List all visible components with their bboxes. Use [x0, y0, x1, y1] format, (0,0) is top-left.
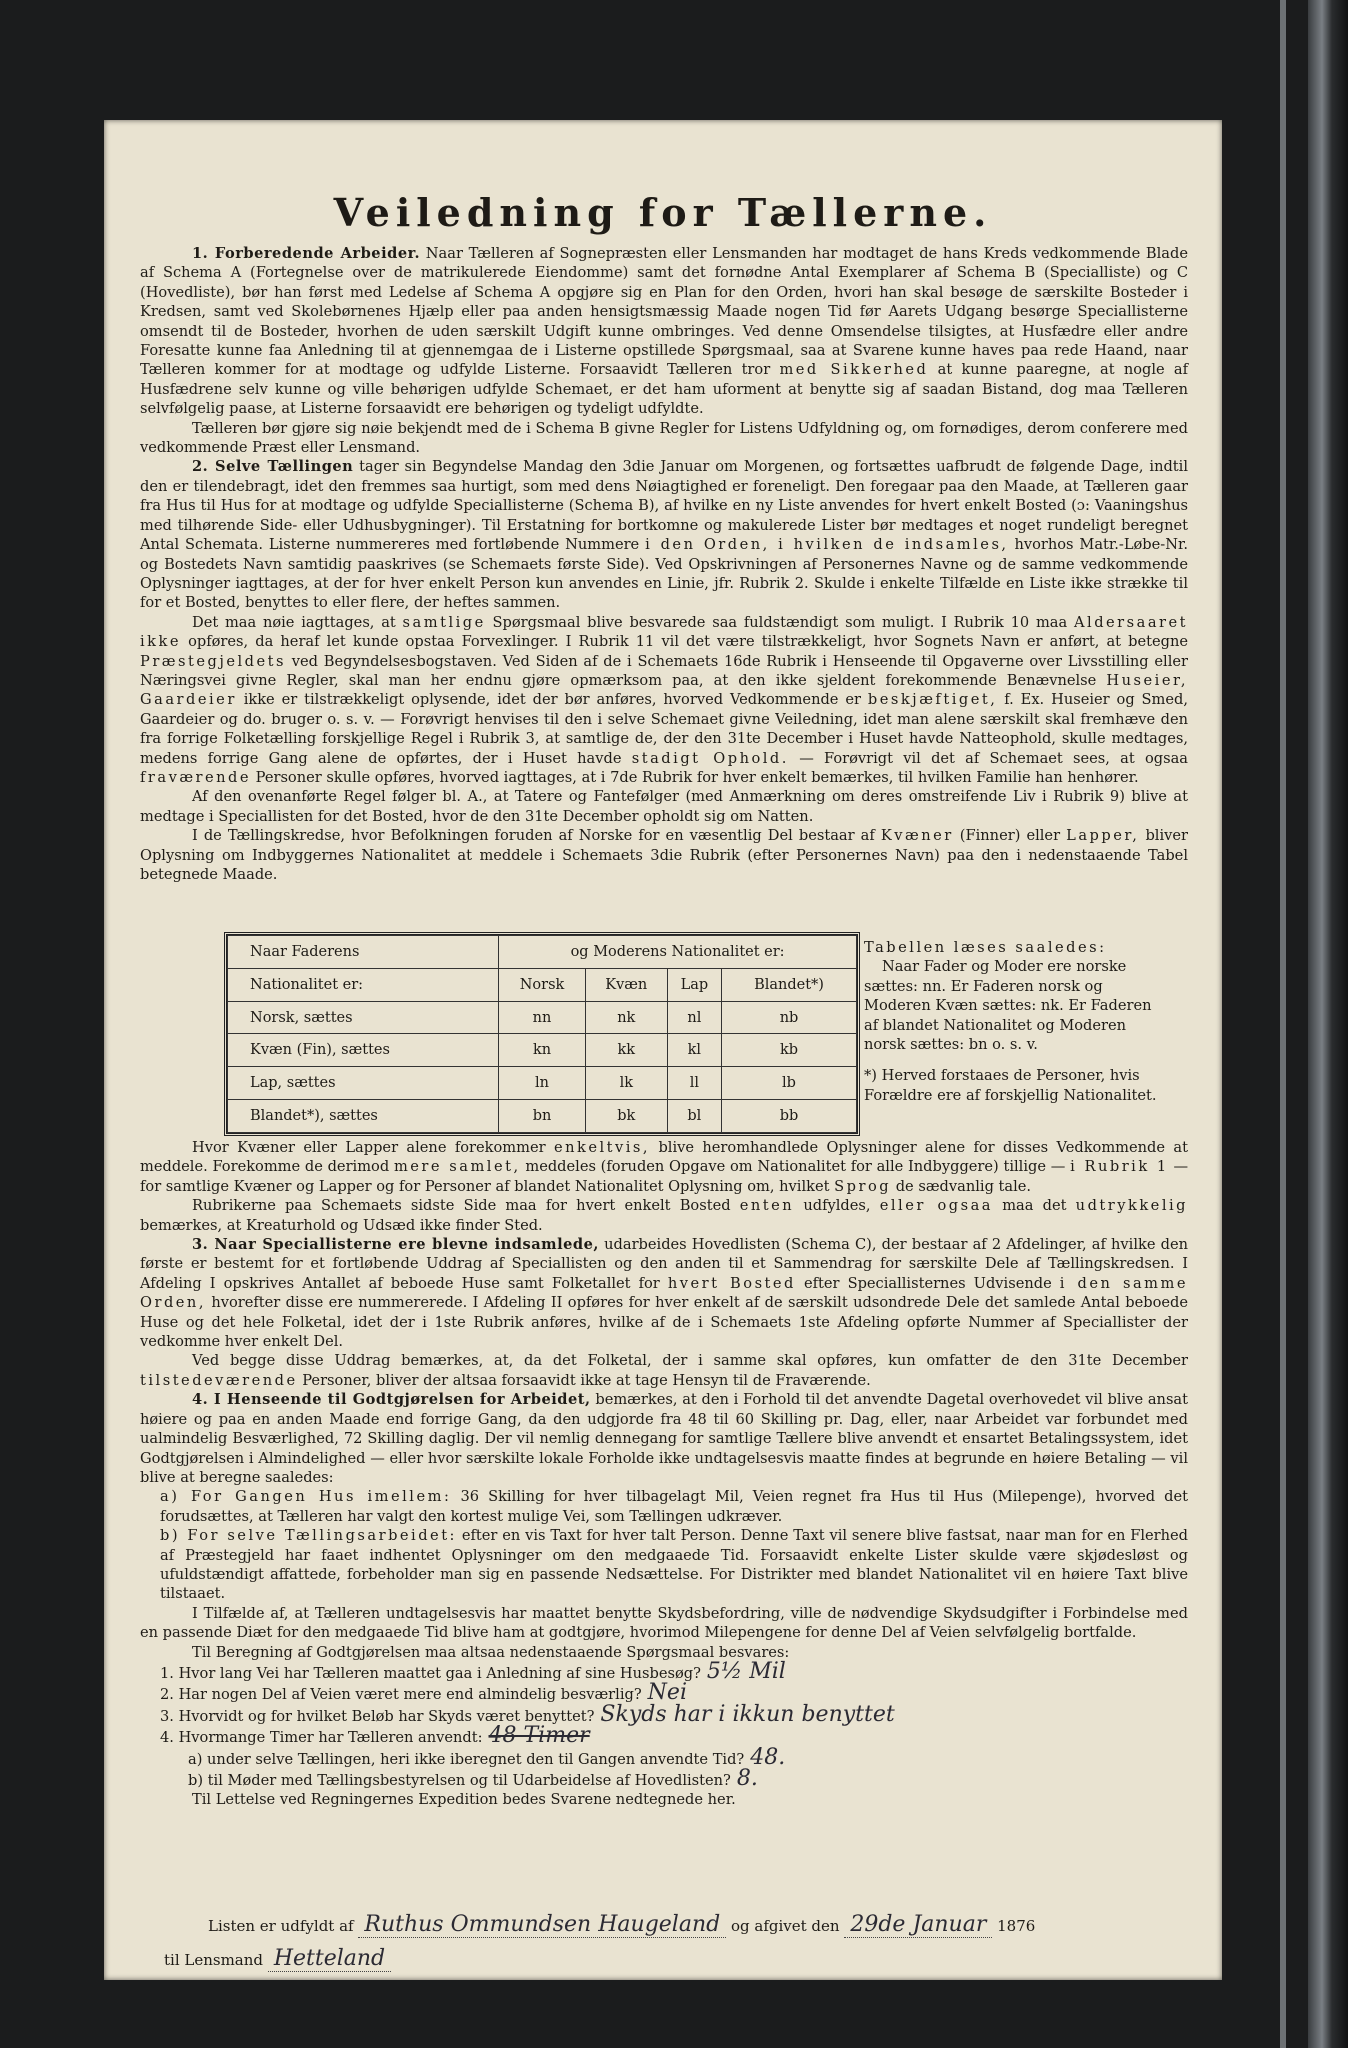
table-col-header: Norsk: [499, 968, 586, 1001]
question-4a: a) under selve Tællingen, heri ikke iberegnet den til Gangen anvendte Tid? 48.: [140, 1748, 1188, 1769]
table-col-header: Kvæn: [585, 968, 667, 1001]
table-header-mother: og Moderens Nationalitet er:: [499, 936, 857, 969]
filled-by-name: Ruthus Ommundsen Haugeland: [364, 1912, 721, 1937]
section-2-paragraph-6: Rubrikerne paa Schemaets sidste Side maa for hvert enkelt Bosted enten udfyldes, eller ogsaa maa det udtrykkelig bemærkes, at Kreaturhold og Udsæd ikke finder Sted.: [140, 1197, 1188, 1234]
page-title: Veiledning for Tællerne.: [333, 190, 993, 235]
question-2: 2. Har nogen Del af Veien været mere end almindelig besværlig? Nei: [140, 1683, 1188, 1704]
delivered-date: 29de Januar: [850, 1912, 987, 1937]
table-row: Norsk, sættes nn nk nl nb: [228, 1001, 857, 1034]
section-2-paragraph-5: Hvor Kvæner eller Lapper alene forekommer enkeltvis, blive heromhandlede Oplysninger alene for disses Vedkommende at meddele. Forekomme de derimod mere samlet, meddeles (foruden Opgave om Nationalitet for alle Indbyggere) tillige — i Rubrik 1 — for samtlige Kvæner og Lapper og for Personer af blandet Nationalitet Oplysning om, hvilket Sprog de sædvanlig tale.: [140, 1139, 1189, 1195]
filled-by-line: Listen er udfyldt af Ruthus Ommundsen Haugeland og afgivet den 29de Januar 1876: [208, 1912, 1036, 1937]
table-col-header: Lap: [667, 968, 721, 1001]
table-row: Lap, sættes ln lk ll lb: [228, 1067, 857, 1100]
table-header-father-sub: Nationalitet er:: [228, 968, 499, 1001]
closing-line: Til Lettelse ved Regningernes Expedition bedes Svarene nedtegnede her.: [192, 1791, 736, 1809]
answer-4a: 48.: [750, 1744, 786, 1770]
table-row: Blandet*), sættes bn bk bl bb: [228, 1100, 857, 1133]
section-4-paragraph-1: 4. I Henseende til Godtgjørelsen for Arbeidet, bemærkes, at den i Forhold til det anvendte Dagetal overhovedet vil blive ansat høiere og paa en anden Maade end forrige Gang, da den udgjorde fra 48 til 60 Skilling pr. Dag, eller, naar Arbeidet var forbundet med ualmindelig Besværlighed, 72 Skilling daglig. Der vil nemlig dennegang for samtlige Tællere blive anvendt et ensartet Betalingssystem, idet Godtgjørelsen i Almindelighed — eller hvor særskilte lokale Forholde ikke undtagelsesvis maatte findes at begrunde en høiere Betaling — vil blive at beregne saaledes:: [140, 1391, 1188, 1486]
answer-4: 48 Timer: [488, 1723, 590, 1749]
table-note-footnote: *) Herved forstaaes de Personer, hvis Forældre ere af forskjellig Nationalitet.: [864, 1067, 1157, 1104]
section-4-item-b: b) For selve Tællingsarbeidet: efter en vis Taxt for hver talt Person. Denne Taxt vil senere blive fastsat, naar man for en Flerhed af Præstegjeld har faaet indhentet Oplysninger om den medgaaede Tid. Forsaavidt enkelte Lister skulde være skjødesløst og ufuldstændigt affattede, forbeholder man sig en passende Nedsættelse. For Distrikter med blandet Nationalitet vil en høiere Taxt blive tilstaaet.: [160, 1527, 1188, 1603]
table-col-header: Blandet*): [722, 968, 857, 1001]
scanner-edge: [1308, 0, 1348, 2048]
section-2-paragraph-1: 2. Selve Tællingen tager sin Begyndelse Mandag den 3die Januar om Morgenen, og fortsættes uafbrudt de følgende Dage, indtil den er tilendebragt, idet den fremmes saa hurtigt, som med dens Nøiagtighed er foreneligt. Den foregaar paa den Maade, at Tælleren gaar fra Hus til Hus for at modtage og udfylde Speciallisterne (Schema B), af hvilke en ny Liste anvendes for hvert enkelt Bosted (ɔ: Vaaningshus med tilhørende Side- eller Udhusbygninger). Til Erstatning for bortkomne og makulerede Lister bør medtages et noget rundeligt beregnet Antal Schemata. Listerne nummereres med fortløbende Nummere i den Orden, i hvilken de indsamles, hvorhos Matr.-Løbe-Nr. og Bostedets Navn samtidig paaskrives (se Schemaets første Side). Ved Opskrivningen af Personernes Navne og de samme vedkommende Oplysninger iagttages, at der for hver enkelt Person kun anvendes en Linie, jfr. Rubrik 2. Skulde i enkelte Tilfælde en Liste ikke strække til for et Bosted, benyttes to eller flere, der heftes sammen.: [140, 458, 1189, 612]
section-4-paragraph-3: Til Beregning af Godtgjørelsen maa altsaa nedenstaaende Spørgsmaal besvares:: [192, 1643, 790, 1661]
section-2-paragraph-4: I de Tællingskredse, hvor Befolkningen foruden af Norske for en væsentlig Del bestaar af Kvæner (Finner) eller Lapper, bliver Oplysning om Indbyggernes Nationalitet at meddele i Schemaets 3die Rubrik (efter Personernes Navn) paa den i nedenstaaende Tabel betegnede Maade.: [140, 827, 1188, 883]
lensmand-line: til Lensmand Hetteland: [164, 1946, 391, 1972]
lensmand-name: Hetteland: [273, 1946, 386, 1971]
body-part-1: [140, 244, 1188, 884]
table-explanation: [864, 938, 1164, 1105]
answer-1: 5½ Mil: [706, 1658, 786, 1684]
question-1: 1. Hvor lang Vei har Tælleren maattet gaa i Anledning af sine Husbesøg? 5½ Mil: [140, 1662, 1188, 1683]
footer-year: 1876: [997, 1917, 1036, 1935]
section-2-paragraph-3: Af den ovenanførte Regel følger bl. A., at Tatere og Fantefølger (med Anmærkning om deres omstreifende Liv i Rubrik 9) blive at medtage i Speciallisten for det Bosted, hvor de den 31te December opholdt sig om Natten.: [140, 788, 1188, 825]
question-4: 4. Hvormange Timer har Tælleren anvendt: 48 Timer: [140, 1726, 1188, 1747]
section-2-paragraph-2: Det maa nøie iagttages, at samtlige Spørgsmaal blive besvarede saa fuldstændigt som muligt. I Rubrik 10 maa Aldersaaret ikke opføres, da heraf let kunde opstaa Forvexlinger. I Rubrik 11 vil det være tilstrækkeligt, hvor Sognets Navn er anført, at betegne Præstegjeldets ved Begyndelsesbogstaven. Ved Siden af de i Schemaets 16de Rubrik i Henseende til Opgaverne over Livsstilling eller Næringsvei givne Regler, skal man her endnu gjøre opmærksom paa, at den ikke sjeldent forekommende Benævnelse Huseier, Gaardeier ikke er tilstrækkeligt oplysende, idet der bør anføres, hvorved Vedkommende er beskjæftiget, f. Ex. Huseier og Smed, Gaardeier og do. bruger o. s. v. — Forøvrigt henvises til den i selve Schemaet givne Veiledning, idet man alene særskilt skal fremhæve den fra forrige Folketælling forskjellige Regel i Rubrik 3, at samtlige de, der den 31te December i Huset havde Natteophold, skulle medtages, medens forrige Gang alene de opførtes, der i Huset havde stadigt Ophold. — Forøvrigt vil det af Schemaet sees, at ogsaa fraværende Personer skulle opføres, hvorved iagttages, at i 7de Rubrik for hver enkelt bemærkes, til hvilken Familie han henhører.: [140, 613, 1189, 786]
body-part-2: [140, 1138, 1188, 1810]
table-note-heading: Tabellen læses saaledes:: [864, 939, 1107, 956]
answer-4b: 8.: [736, 1766, 758, 1791]
section-3-paragraph-1: 3. Naar Speciallisterne ere blevne indsamlede, udarbeides Hovedlisten (Schema C), der bestaar af 2 Afdelinger, af hvilke den første er bestemt for et fortløbende Uddrag af Speciallisten og den anden til et Sammendrag for særskilte Dele af Tællingskredsen. I Afdeling I opskrives Antallet af beboede Huse samt Folketallet for hvert Bosted efter Speciallisternes Udvisende i den samme Orden, hvorefter disse ere nummererede. I Afdeling II opføres for hver enkelt af de særskilt udsondrede Dele det samlede Antal beboede Huse og det hele Folketal, idet der i 1ste Rubrik anføres, hvilke af de i Schemaets 1ste Afdeling opførte Nummer af Speciallister der vedkomme hver enkelt Del.: [140, 1236, 1189, 1351]
section-4-paragraph-2: I Tilfælde af, at Tælleren undtagelsesvis har maattet benytte Skydsbefordring, ville de nødvendige Skydsudgifter i Forbindelse med en passende Diæt for den medgaaede Tid blive ham at godtgjøre, hvorimod Milepengene for denne Del af Veien selvfølgelig bortfalde.: [140, 1604, 1188, 1642]
section-1-paragraph-1: 1. Forberedende Arbeider. Naar Tælleren af Sognepræsten eller Lensmanden har modtaget de hans Kreds vedkommende Blade af Schema A (Fortegnelse over de matrikulerede Eiendomme) samt det fornødne Antal Exemplarer af Schema B (Specialliste) og C (Hovedliste), bør han først med Ledelse af Schema A opgjøre sig en Plan for den Orden, hvori han skal besøge de særskilte Bosteder i Kredsen, samt ved Skolebørnenes Hjælp eller paa anden hensigtsmæssig Maade nogen Tid før Aarets Udgang besørge Speciallisterne omsendt til de Bosteder, hvorhen de uden særskilt Udgift kunne ombringes. Ved denne Omsendelse tilsigtes, at Husfædre eller andre Foresatte kunne faa Anledning til at gjennemgaa de i Listerne opstillede Spørgsmaal, saa at Svarene kunne haves paa rede Haand, naar Tælleren kommer for at modtage og udfylde Listerne. Forsaavidt Tælleren tror med Sikkerhed at kunne paaregne, at nogle af Husfædrene selv kunne og ville behørigen udfylde Schemaet, er det ham uforment at benytte sig af saadan Bistand, dog maa Tælleren selvfølgelig paase, at Listerne forsaavidt ere behørigen og tydeligt udfyldte.: [140, 245, 1189, 418]
section-4-item-a: a) For Gangen Hus imellem: 36 Skilling for hver tilbagelagt Mil, Veien regnet fra Hus til Hus (Milepenge), hvorved det forudsættes, at Tælleren har valgt den kortest mulige Vei, som Tællingen udkræver.: [160, 1488, 1188, 1525]
table-header-father: Naar Faderens: [228, 936, 499, 969]
section-1-paragraph-2: Tælleren bør gjøre sig nøie bekjendt med de i Schema B givne Regler for Listens Udfyldning og, om fornødiges, derom conferere med vedkommende Præst eller Lensmand.: [140, 419, 1188, 457]
table-note-body: Naar Fader og Moder ere norske sættes: nn. Er Faderen norsk og Moderen Kvæn sættes: nk. Er Faderen af blandet Nationalitet og Moderen norsk sættes: bn o. s. v.: [864, 958, 1152, 1054]
table-row: Kvæn (Fin), sættes kn kk kl kb: [228, 1034, 857, 1067]
question-4b: b) til Møder med Tællingsbestyrelsen og til Udarbeidelse af Hovedlisten? 8.: [140, 1769, 1188, 1790]
question-3: 3. Hvorvidt og for hvilket Beløb har Skyds været benyttet? Skyds har i ikkun benyttet: [140, 1705, 1188, 1726]
nationality-table: [224, 932, 860, 1136]
answer-2: Nei: [647, 1680, 687, 1706]
section-3-paragraph-2: Ved begge disse Uddrag bemærkes, at, da det Folketal, der i samme skal opføres, kun omfatter de den 31te December tilstedeværende Personer, bliver der altsaa forsaavidt ikke at tage Hensyn til de Fraværende.: [140, 1352, 1188, 1389]
document-page: [104, 120, 1222, 1980]
answer-3: Skyds har i ikkun benyttet: [600, 1701, 895, 1727]
scanner-rail: [1280, 0, 1286, 2048]
